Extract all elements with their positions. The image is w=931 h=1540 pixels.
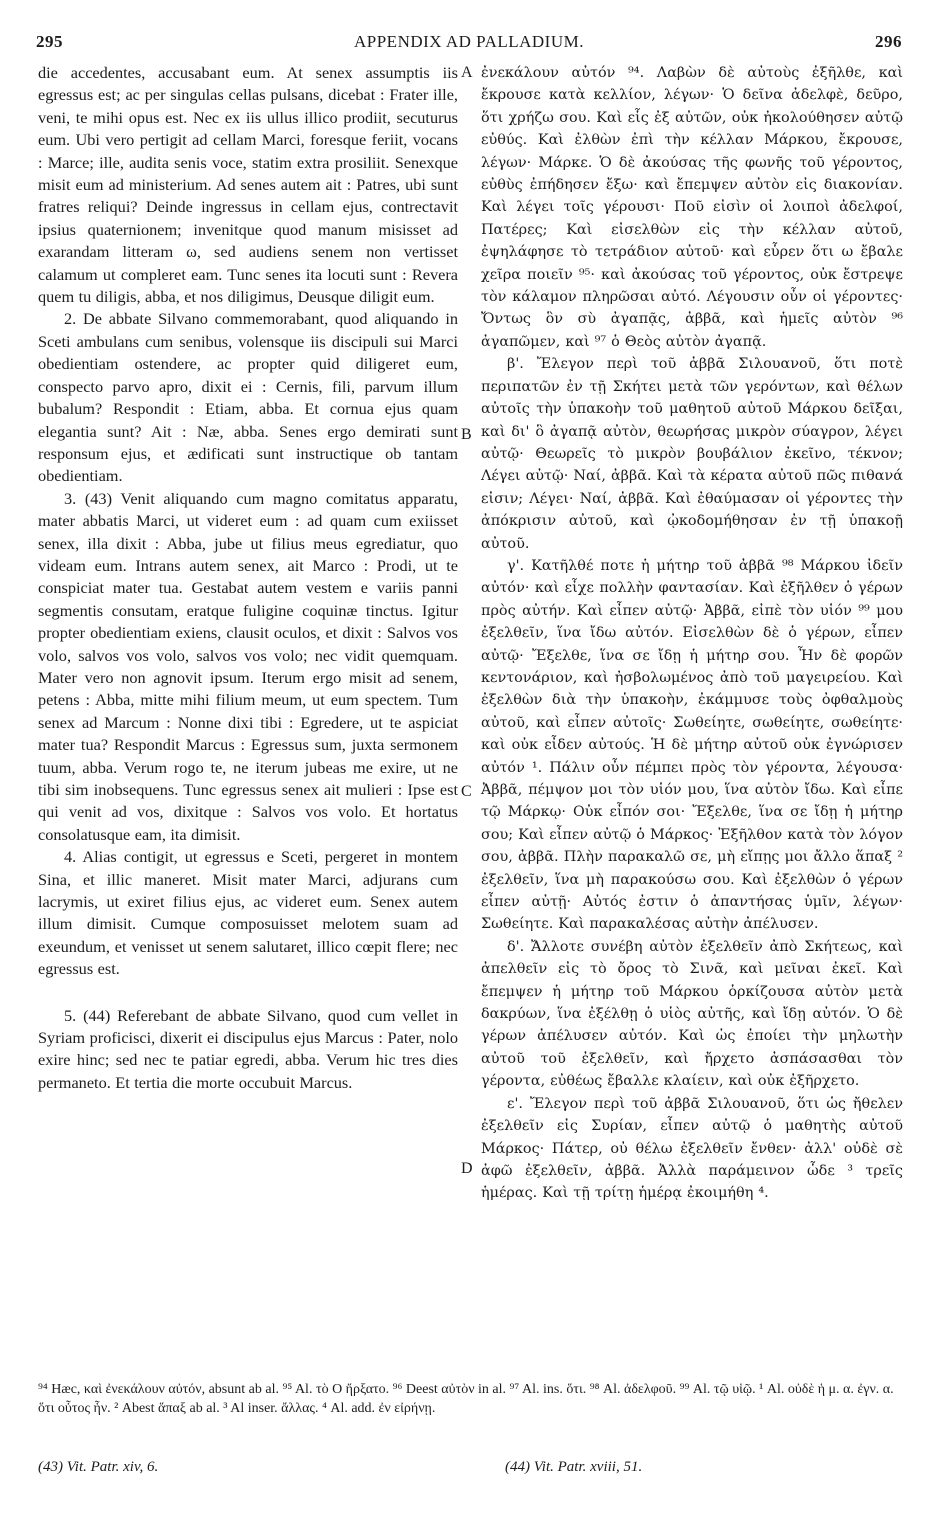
section-marker: D <box>461 1160 473 1177</box>
section-marker: B <box>461 426 472 443</box>
source-reference-left: (43) Vit. Patr. xiv, 6. <box>38 1459 159 1475</box>
latin-paragraph: 5. (44) Referebant de abbate Silvano, quod cum vellet in Syriam proficisci, dixerit ei discipulus ejus Marcus : Pater, nolo exire hinc; sed nec te patiar egredi, abba. Verum hic tres dies permaneto. Et tertia die morte occubuit Marcus. <box>38 1005 458 1092</box>
latin-paragraph: die accedentes, accusabant eum. At senex assumptis iis egressus est; ac per singulas cellas pulsans, dicebat : Frater ille, veni, te mihi opus est. Nec ex iis ullus illico prodiit, secuturus eum. Ubi vero pertigit ad cellam Marci, foresque feriit, vocans : Marce; ille, audita senis voce, statim extra prosiliit. Senexque misit eum ad ministerium. Ad senes autem ait : Patres, ubi sunt fratres reliqui? Deinde ingressus in cellam ejus, contrectavit ipsius quaternionem; invenitque quod manum misisset ad exarandam litteram ω, sed audiens senem non vertisset calamum ut compleret eam. Tunc senes ita locuti sunt : Revera quem tu diligis, abba, et nos diligimus, Deusque diligit eum. <box>38 63 458 307</box>
latin-paragraph: 4. Alias contigit, ut egressus e Sceti, pergeret in montem Sina, et illic maneret. Misit mater Marci, adjurans cum lacrymis, ut exiret filius ejus, ac videret eum. Senex autem illum dimisit. Cumque composuisset melotem suam ad exeundum, et venisset ut senem salutaret, illico cœpit flere; nec egressus est. <box>38 847 458 979</box>
source-reference-right: (44) Vit. Patr. xviii, 51. <box>505 1459 643 1475</box>
greek-paragraph: γ'. Κατῆλθέ ποτε ἡ μήτηρ τοῦ ἀββᾶ ⁹⁸ Μάρκου ἰδεῖν αὐτόν· καὶ εἶχε πολλὴν φαντασίαν. Καὶ ἐξῆλθεν ὁ γέρων πρὸς αὐτήν. Καὶ εἶπεν αὐτῷ· Ἀββᾶ, εἰπὲ τὸν υἱόν ⁹⁹ μου ἐξελθεῖν, ἵνα ἴδω αὐτόν. Εἰσελθὼν δὲ ὁ γέρων, εἶπεν αὐτῷ· Ἔξελθε, ἵνα σε ἴδῃ ἡ μήτηρ σου. Ἦν δὲ φορῶν κεντονάριον, καὶ ἠσβολωμένος ἀπὸ τοῦ μαγειρείου. Καὶ ἐξελθὼν διὰ τὴν ὑπακοὴν, ἐκάμμυσε τοὺς ὀφθαλμοὺς αὐτοῦ, καὶ εἶπεν αὐτοῖς· Σωθείητε, σωθείητε, σωθείητε· καὶ οὐκ εἶδεν αὐτούς. Ἡ δὲ μήτηρ αὐτοῦ οὐκ ἐγνώρισεν αὐτόν ¹. Πάλιν οὖν πέμπει πρὸς τὸν γέροντα, λέγουσα· Ἀββᾶ, πέμψον μοι τὸν υἱόν μου, ἵνα αὐτὸν ἴδω. Καὶ εἶπε τῷ Μάρκῳ· Οὐκ εἶπόν σοι· Ἔξελθε, ἵνα σε ἴδῃ ἡ μήτηρ σου; Καὶ εἶπεν αὐτῷ ὁ Μάρκος· Ἐξῆλθον κατὰ τὸν λόγον σου, ἀββᾶ. Πλὴν παρακαλῶ σε, μὴ εἴπῃς μοι ἄλλο ἅπαξ ² ἐξελθεῖν, ἵνα μὴ παρακούσω σου. Καὶ ἐξελθὼν ὁ γέρων εἶπεν αὐτῇ· Αὐτός ἐστιν ὁ ἀπαντήσας ὑμῖν, λέγων· Σωθείητε. Καὶ παρακαλέσας αὐτὴν ἀπέλυσεν. <box>481 557 903 933</box>
greek-paragraph: ἐνεκάλουν αὐτόν ⁹⁴. Λαβὼν δὲ αὐτοὺς ἐξῆλθε, καὶ ἔκρουσε κατὰ κελλίον, λέγων· Ὁ δεῖνα ἀδελφὲ, δεῦρο, ὅτι χρήζω σου. Καὶ εἷς ἐξ αὐτῶν, οὐκ ἠκολούθησεν αὐτῷ εὐθύς. Καὶ ἐλθὼν ἐπὶ τὴν κέλλαν Μάρκου, ἔκρουσε, λέγων· Μάρκε. Ὁ δὲ ἀκούσας τῆς φωνῆς τοῦ γέροντος, εὐθὺς ἐπήδησεν ἔξω· καὶ ἔπεμψεν αὐτὸν εἰς διακονίαν. Καὶ λέγει τοῖς γέρουσι· Ποῦ εἰσὶν οἱ λοιποὶ ἀδελφοί, Πατέρες; Καὶ εἰσελθὼν εἰς τὴν κέλλαν αὐτοῦ, ἐψηλάφησε τὸ τετράδιον αὐτοῦ· καὶ εὗρεν ὅτι ω ἔβαλε χεῖρα ποιεῖν ⁹⁵· καὶ ἀκούσας τοῦ γέροντος, οὐκ ἔστρεψε τὸν κάλαμον πληρῶσαι αὐτό. Λέγουσιν οὖν οἱ γέροντες· Ὄντως ὃν σὺ ἀγαπᾷς, ἀββᾶ, καὶ ἡμεῖς αὐτὸν ⁹⁶ ἀγαπῶμεν, καὶ ⁹⁷ ὁ Θεὸς αὐτὸν ἀγαπᾷ. <box>481 65 903 350</box>
greek-paragraph: ε'. Ἔλεγον περὶ τοῦ ἀββᾶ Σιλουανοῦ, ὅτι ὡς ἤθελεν ἐξελθεῖν εἰς Συρίαν, εἶπεν αὐτῷ ὁ μαθητὴς αὐτοῦ Μάρκος· Πάτερ, οὐ θέλω ἐξελθεῖν ἔνθεν· ἀλλ' οὐδὲ σὲ ἀφῶ ἐξελθεῖν, ἀββᾶ. Ἀλλὰ παράμεινον ὧδε ³ τρεῖς ἡμέρας. Καὶ τῇ τρίτῃ ἡμέρᾳ ἐκοιμήθη ⁴. <box>481 1095 903 1202</box>
page-title: APPENDIX AD PALLADIUM. <box>354 32 584 51</box>
latin-paragraph: 2. De abbate Silvano commemorabant, quod aliquando in Sceti ambulans cum senibus, volensque iis discipuli sui Marci obedientiam ostendere, ac propter quid diligeret eum, conspecto parvo apro, dixit ei : Cernis, fili, parvum illum bubalum? Respondit : Etiam, abba. Et cornua ejus quam elegantia sunt? Ait : Næ, abba. Senes ergo demirati sunt responsum ejus, et ædificati sunt instructique ob tantam obedientiam. <box>38 309 458 486</box>
latin-column <box>38 62 458 1094</box>
section-marker: C <box>461 783 472 800</box>
latin-paragraph: 3. (43) Venit aliquando cum magno comitatus apparatu, mater abbatis Marci, ut videret eum : ad quam cum exiisset senex, illa dixit : Abba, jube ut filius meus egrediatur, quo videam eum. Intrans autem senex, ait Marco : Prodi, ut te conspiciat mater tua. Gestabat autem vestem e variis panni segmentis consutam, eratque fuligine coquinæ tinctus. Igitur propter obedientiam exiens, clausit oculos, et dixit : Salvos vos volo, salvos vos volo, salvos vos volo; nec vidit quemquam. Mater vero non agnovit ipsum. Iterum ergo misit ad senem, petens : Abba, mitte mihi filium meum, ut eum spectem. Tum senex ad Marcum : Nonne dixi tibi : Egredere, ut te aspiciat mater tua? Respondit Marcus : Egressus sum, juxta sermonem tuum, abba. Verum rogo te, ne iterum jubeas me exire, ut ne tibi sim inobsequens. Tunc egressus senex ait mulieri : Ipse est qui venit ad vos, dixitque : Salvos vos volo. Et hortatus consolatusque eam, ita dimisit. <box>38 488 458 844</box>
page-number-left: 295 <box>36 32 63 51</box>
greek-column <box>481 62 903 1205</box>
section-marker: A <box>461 64 473 81</box>
greek-paragraph: β'. Ἔλεγον περὶ τοῦ ἀββᾶ Σιλουανοῦ, ὅτι ποτὲ περιπατῶν ἐν τῇ Σκήτει μετὰ τῶν γερόντων, καὶ θέλων αὐτοῖς τὴν ὑπακοὴν τοῦ μαθητοῦ αὐτοῦ Μάρκου δεῖξαι, καὶ δι' ὃ ἀγαπᾷ αὐτὸν, θεωρήσας μικρὸν σύαγρον, λέγει αὐτῷ· Θεωρεῖς τὸ μικρὸν βουβάλιον ἐκεῖνο, τέκνον; Λέγει αὐτῷ· Ναί, ἀββᾶ. Καὶ τὰ κέρατα αὐτοῦ πῶς πιθανά εἰσιν; Λέγει· Ναί, ἀββᾶ. Καὶ ἐθαύμασαν οἱ γέροντες τὴν ἀπόκρισιν αὐτοῦ, καὶ ᾠκοδομήθησαν ἐν τῇ ὑπακοῇ αὐτοῦ. <box>481 356 903 552</box>
running-header <box>36 32 902 58</box>
footnotes: ⁹⁴ Hæc, καὶ ἐνεκάλουν αὐτόν, absunt ab al. ⁹⁵ Al. τὸ Ο ἤρξατο. ⁹⁶ Deest αὐτὸν in al. ⁹⁷ Al. ins. ὅτι. ⁹⁸ Al. ἀδελφοῦ. ⁹⁹ Al. τῷ υἱῷ. ¹ Al. οὐδὲ ἡ μ. α. ἐγν. α. ὅτι οὗτος ἦν. ² Abest ἅπαξ ab al. ³ Al inser. ἄλλας. ⁴ Al. add. ἐν εἰρήνῃ. <box>38 1382 894 1416</box>
greek-paragraph: δ'. Ἄλλοτε συνέβη αὐτὸν ἐξελθεῖν ἀπὸ Σκήτεως, καὶ ἀπελθεῖν εἰς τὸ ὄρος τὸ Σινᾶ, καὶ μεῖναι ἐκεῖ. Καὶ ἔπεμψεν ἡ μήτηρ τοῦ Μάρκου ὁρκίζουσα αὐτὸν μετὰ δακρύων, ἵνα ἐξέλθῃ ὁ υἱὸς αὐτῆς, καὶ ἴδῃ αὐτόν. Ὁ δὲ γέρων ἀπέλυσεν αὐτόν. Καὶ ὡς ἐποίει τὴν μηλωτὴν αὐτοῦ τοῦ ἐξελθεῖν, καὶ ἤρχετο ἀσπάσασθαι τὸν γέροντα, εὐθέως ἔβαλλε κλαίειν, καὶ οὐκ ἐξῆρχετο. <box>481 938 903 1090</box>
page-number-right: 296 <box>875 32 902 51</box>
